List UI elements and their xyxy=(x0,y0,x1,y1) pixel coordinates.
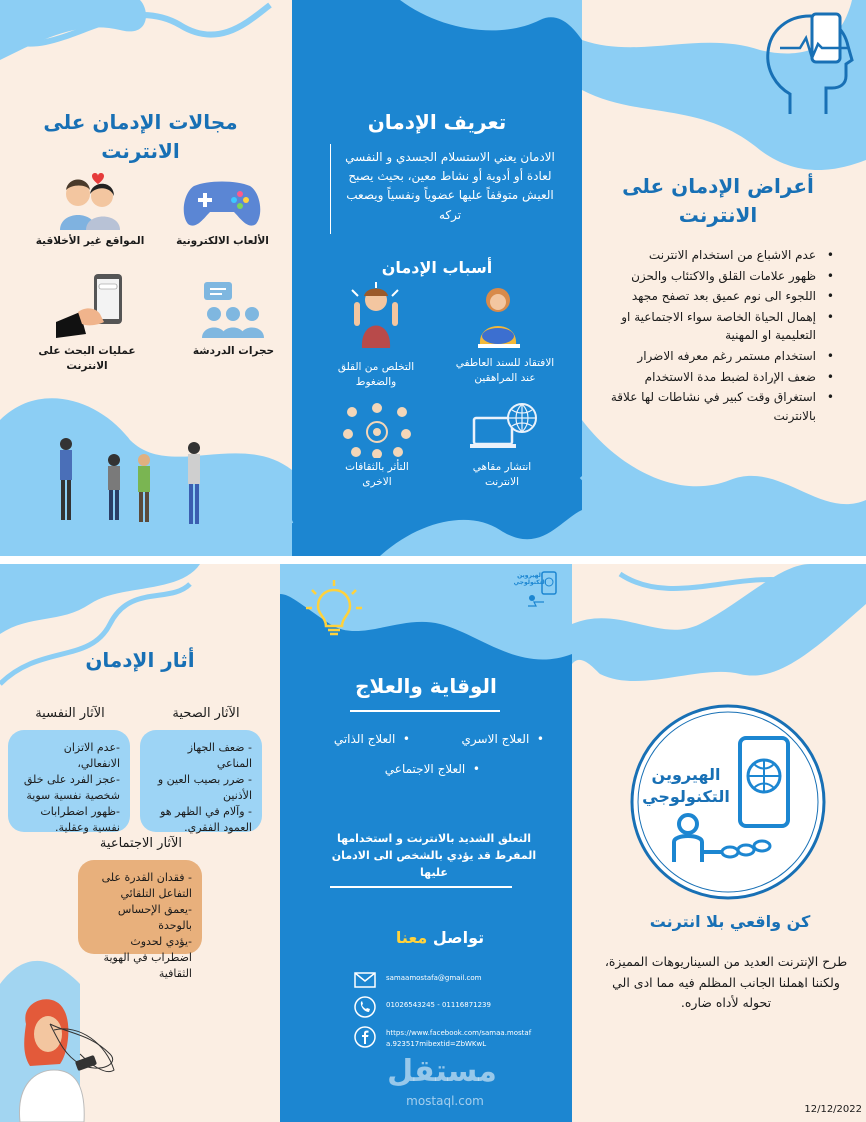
chat-group-icon xyxy=(200,280,266,340)
warning-text: التعلق الشديد بالانترنت و استخدامها المفرط قد يؤدي بالشخص الى الادمان عليها xyxy=(331,832,537,880)
cause-cultures-label: التأثر بالثقافات الاخرى xyxy=(345,461,409,489)
watermark-sub: mostaql.com xyxy=(406,1094,484,1108)
facebook-icon xyxy=(354,1026,376,1048)
people-using-phones-illustration xyxy=(44,430,224,530)
symptom-item: • ضعف الإرادة لضبط مدة الاستخدام xyxy=(606,368,838,387)
mini-logo-text: الهيروين التكنولوجي xyxy=(513,572,547,587)
unethical-sites-label: المواقع غير الأخلاقية xyxy=(35,235,145,247)
chat-rooms-label: حجرات الدردشة xyxy=(192,345,275,357)
laptop-globe-icon xyxy=(470,400,540,456)
symptom-item: • استغراق وقت كبير في نشاطات لها علاقة بالانترنت xyxy=(606,388,838,425)
treatment-self xyxy=(300,732,410,746)
symptoms-list xyxy=(606,246,838,427)
definition-title: تعريف الإدمان xyxy=(367,110,507,134)
symptom-item: • عدم الاشباع من استخدام الانترنت xyxy=(606,246,838,265)
head-phone-icon xyxy=(760,10,860,120)
brochure-inside xyxy=(0,564,866,1122)
gamepad-icon xyxy=(182,178,262,230)
social-effects-title: الآثار الاجتماعية xyxy=(99,836,183,851)
effects-title: أثار الإدمان xyxy=(85,648,195,672)
symptoms-title: أعراض الإدمان على الانترنت xyxy=(622,174,814,227)
symptom-item: • استخدام مستمر رغم معرفه الاضرار xyxy=(606,347,838,366)
definition-divider xyxy=(330,144,331,234)
watermark: مستقل xyxy=(387,1054,497,1089)
prevention-title: الوقاية والعلاج xyxy=(355,674,497,698)
social-effects-box: - فقدان القدرة على التفاعل التلقائي -يعمق الإحساس بالوحدة -يؤدي لحدوث اضطراب في الهوية الثقافية xyxy=(78,860,202,954)
email-link[interactable]: samaamostafa@gmail.com xyxy=(386,974,482,982)
cause-emotional-label: الافتقاد للسند العاطفي عند المراهقين xyxy=(455,357,555,385)
phone-icon xyxy=(354,996,376,1018)
treatment-social xyxy=(370,762,480,776)
phone-search-icon xyxy=(56,272,126,338)
contact-title xyxy=(340,928,540,947)
treatment-label: العلاج الاسري xyxy=(461,732,530,746)
woman-tangled-phone-illustration xyxy=(10,994,130,1122)
facebook-link[interactable]: https://www.facebook.com/samaa.mostafa.923517mibextid=ZbWKwL xyxy=(386,1029,532,1048)
stressed-person-icon xyxy=(346,282,406,352)
contact-title-part2: معنا xyxy=(395,928,428,947)
symptom-item: • اللجوء الى نوم عميق بعد تصفح مجهد xyxy=(606,287,838,306)
sad-girl-icon xyxy=(468,284,528,352)
health-effects-title: الآثار الصحية xyxy=(172,706,240,721)
health-effects-box: - ضعف الجهاز المناعي - ضرر بصيب العين و الأذنين - وآلام في الظهر هو العمود الفقري. xyxy=(140,730,262,832)
page-separator xyxy=(0,556,866,564)
definition-text: الادمان يعني الاستسلام الجسدي و النفسي لعادة أو أدوية أو نشاط معين، بحيث يصبح العيش متوقفاً عليها عضوياً ونفسياً ويصعب تركه xyxy=(345,150,555,222)
brochure-outside xyxy=(0,0,866,556)
warning-divider xyxy=(330,886,512,888)
couple-icon xyxy=(56,170,126,230)
cause-cafes-label: انتشار مقاهي الانترنت xyxy=(472,461,532,489)
symptom-item: • إهمال الحياة الخاصة سواء الاجتماعية او التعليمية او المهنية xyxy=(606,308,838,345)
treatment-label: العلاج الاجتماعي xyxy=(384,762,466,776)
search-operations-label: عمليات البحث على الانترنت xyxy=(38,345,136,373)
brand-logo-text: الهيروين التكنولوجي xyxy=(642,765,730,807)
bullet: • xyxy=(395,732,410,746)
causes-title: أسباب الإدمان xyxy=(381,258,493,277)
intro-body: طرح الإنترنت العديد من السيناريوهات المميزة، ولكننا اهملنا الجانب المظلم فيه مما ادى الي تحوله لأداه ضاره. xyxy=(604,954,848,1011)
gaming-label: الألعاب الالكترونية xyxy=(176,235,269,247)
psych-effects-box: -عدم الاتزان الانفعالي، -عجز الفرد على خلق شخصية نفسية سوية -ظهور اضطرابات نفسية وعقلية. xyxy=(8,730,130,832)
email-icon xyxy=(354,972,376,988)
cause-stress-label: التخلص من القلق والضغوط xyxy=(337,361,415,389)
contact-title-part1: تواصل xyxy=(427,928,485,947)
date-label: 12/12/2022 xyxy=(804,1104,862,1115)
bullet: • xyxy=(529,732,544,746)
lightbulb-icon xyxy=(304,578,364,636)
treatment-family xyxy=(424,732,544,746)
phone-numbers[interactable]: 01026543245 - 01116871239 xyxy=(386,1001,491,1009)
treatment-label: العلاج الذاتي xyxy=(333,732,396,746)
psych-effects-title: الآثار النفسية xyxy=(35,706,105,721)
symptom-item: • ظهور علامات القلق والاكتئاب والحزن xyxy=(606,267,838,286)
slogan: كن واقعي بلا انترنت xyxy=(649,912,811,931)
network-people-icon xyxy=(342,402,412,458)
prevention-divider xyxy=(350,710,500,712)
internet-addiction-areas-title: مجالات الإدمان على الانترنت xyxy=(43,110,238,163)
bullet: • xyxy=(465,762,480,776)
